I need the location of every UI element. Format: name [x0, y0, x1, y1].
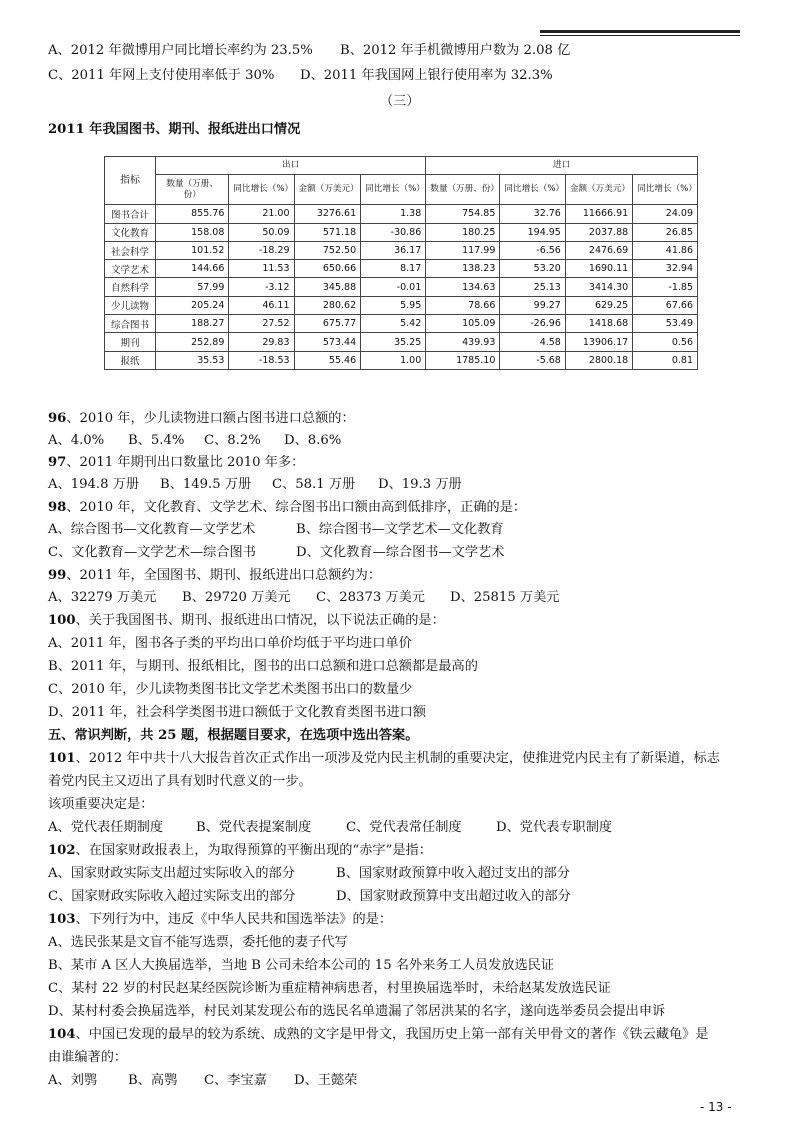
section-heading: 五、常识判断，共 25 题，根据题目要求，在选项中选出答案。 [48, 728, 419, 743]
q97-option: A、194.8 万册 [48, 477, 140, 492]
table-cell: 53.20 [500, 260, 565, 278]
q96-option: A、4.0% [48, 433, 105, 448]
table-cell: 8.17 [361, 260, 426, 278]
table-cell: 24.09 [633, 205, 698, 223]
option-d: D、2011 年我国网上银行使用率为 32.3% [300, 68, 553, 83]
q101-option: A、党代表任期制度 [48, 820, 164, 835]
table-cell: -1.85 [633, 278, 698, 296]
q103-option: C、某村 22 岁的村民赵某经医院诊断为重症精神病患者，村里换届选举时，未给赵某发放选民证 [48, 981, 611, 996]
header-rule-thin [540, 35, 740, 36]
table-row [105, 205, 698, 223]
table-cell: 50.09 [229, 223, 294, 241]
table-cell: -26.96 [500, 315, 565, 333]
q98-option: A、综合图书—文化教育—文学艺术 [48, 522, 256, 537]
q99-option: C、28373 万美元 [316, 590, 425, 605]
table-cell: 754.85 [426, 205, 500, 223]
q102-option: B、国家财政预算中收入超过支出的部分 [336, 866, 570, 881]
q104-option: D、王懿荣 [294, 1073, 358, 1088]
table-title: 2011 年我国图书、期刊、报纸进出口情况 [48, 122, 301, 137]
q101-option: B、党代表提案制度 [196, 820, 312, 835]
question-104-cont: 由谁编著的： [48, 1050, 128, 1065]
table-cell: 439.93 [426, 333, 500, 351]
q103-option: A、选民张某是文盲不能写选票，委托他的妻子代写 [48, 935, 348, 950]
table-cell: 855.76 [156, 205, 229, 223]
q97-option: D、19.3 万册 [378, 477, 462, 492]
table-cell: 2476.69 [565, 241, 632, 259]
table-cell: 180.25 [426, 223, 500, 241]
table-cell: 67.66 [633, 296, 698, 314]
q99-option: B、29720 万美元 [182, 590, 291, 605]
question-99: 99、2011 年，全国图书、期刊、报纸进出口总额约为： [48, 568, 382, 583]
question-101: 101、2012 年中共十八大报告首次正式作出一项涉及党内民主机制的重要决定，使推进党内民主有了新渠道，标志 [48, 751, 720, 766]
table-cell: 0.56 [633, 333, 698, 351]
table-cell: -6.56 [500, 241, 565, 259]
question-102: 102、在国家财政报表上，为取得预算的平衡出现的“赤字”是指： [48, 843, 432, 858]
question-98: 98、2010 年，文化教育、文学艺术、综合图书出口额由高到低排序，正确的是： [48, 500, 527, 515]
q102-option: D、国家财政预算中支出超过收入的部分 [336, 889, 571, 904]
table-row [105, 333, 698, 351]
table-cell: 188.27 [156, 315, 229, 333]
table-cell: -5.68 [500, 351, 565, 369]
table-row-label: 自然科学 [105, 278, 156, 296]
table-cell: 53.49 [633, 315, 698, 333]
table-row-label: 期刊 [105, 333, 156, 351]
table-cell: 78.66 [426, 296, 500, 314]
table-cell: 32.76 [500, 205, 565, 223]
q99-option: D、25815 万美元 [450, 590, 560, 605]
q104-option: C、李宝嘉 [204, 1073, 267, 1088]
table-cell: 25.13 [500, 278, 565, 296]
table-cell: 573.44 [294, 333, 361, 351]
q104-option: A、刘鹗 [48, 1073, 98, 1088]
table-cell: -3.12 [229, 278, 294, 296]
question-101-prompt: 该项重要决定是： [48, 797, 154, 812]
table-col-header: 同比增长（%） [361, 175, 426, 205]
table-cell: 35.25 [361, 333, 426, 351]
table-cell: 27.52 [229, 315, 294, 333]
q104-option: B、高鹗 [128, 1073, 178, 1088]
table-cell: 26.85 [633, 223, 698, 241]
table-row [105, 241, 698, 259]
table-cell: 194.95 [500, 223, 565, 241]
table-cell: 1.38 [361, 205, 426, 223]
q102-option: A、国家财政实际支出超过实际收入的部分 [48, 866, 295, 881]
q100-option: A、2011 年，图书各子类的平均出口单价均低于平均进口单价 [48, 636, 412, 651]
table-cell: 1690.11 [565, 260, 632, 278]
table-cell: -18.29 [229, 241, 294, 259]
table-cell: -0.01 [361, 278, 426, 296]
table-header-export: 出口 [156, 157, 426, 175]
option-c: C、2011 年网上支付使用率低于 30% [48, 68, 275, 83]
question-104: 104、中国已发现的最早的较为系统、成熟的文字是甲骨文，我国历史上第一部有关甲骨文的著作《铁云藏龟》是 [48, 1027, 709, 1042]
table-cell: 675.77 [294, 315, 361, 333]
q96-option: B、5.4% [128, 433, 185, 448]
table-row [105, 278, 698, 296]
q96-option: C、8.2% [204, 433, 261, 448]
table-row [105, 223, 698, 241]
table-cell: 36.17 [361, 241, 426, 259]
table-col-header: 同比增长（%） [633, 175, 698, 205]
table-col-header: 同比增长（%） [500, 175, 565, 205]
table-cell: 41.86 [633, 241, 698, 259]
table-cell: 21.00 [229, 205, 294, 223]
table-cell: 3276.61 [294, 205, 361, 223]
table-cell: 629.25 [565, 296, 632, 314]
table-col-header: 数量（万册、份） [426, 175, 500, 205]
table-cell: 46.11 [229, 296, 294, 314]
table-col-header: 同比增长（%） [229, 175, 294, 205]
table-col-header: 金额（万美元） [294, 175, 361, 205]
table-cell: 32.94 [633, 260, 698, 278]
q99-option: A、32279 万美元 [48, 590, 157, 605]
table-cell: 752.50 [294, 241, 361, 259]
question-100: 100、关于我国图书、期刊、报纸进出口情况，以下说法正确的是： [48, 613, 445, 628]
table-cell: 0.81 [633, 351, 698, 369]
table-cell: 144.66 [156, 260, 229, 278]
q103-option: B、某市 A 区人大换届选举，当地 B 公司未给本公司的 15 名外来务工人员发放选民证 [48, 958, 555, 973]
table-cell: 280.62 [294, 296, 361, 314]
table-cell: 205.24 [156, 296, 229, 314]
table-row-label: 少儿读物 [105, 296, 156, 314]
table-cell: 138.23 [426, 260, 500, 278]
table-cell: 105.09 [426, 315, 500, 333]
section-marker: （三） [380, 94, 420, 109]
table-row [105, 260, 698, 278]
table-cell: 2037.88 [565, 223, 632, 241]
table-cell: 3414.30 [565, 278, 632, 296]
question-96: 96、2010 年，少儿读物进口额占图书进口总额的： [48, 411, 355, 426]
question-103: 103、下列行为中，违反《中华人民共和国选举法》的是： [48, 912, 393, 927]
q98-option: C、文化教育—文学艺术—综合图书 [48, 545, 256, 560]
table-cell: 158.08 [156, 223, 229, 241]
table-row [105, 351, 698, 369]
table-cell: 35.53 [156, 351, 229, 369]
table-row-label: 文化教育 [105, 223, 156, 241]
table-cell: 1785.10 [426, 351, 500, 369]
table-cell: 11666.91 [565, 205, 632, 223]
q98-option: D、文化教育—综合图书—文学艺术 [296, 545, 505, 560]
table-cell: 571.18 [294, 223, 361, 241]
option-b: B、2012 年手机微博用户数为 2.08 亿 [340, 43, 571, 58]
table-cell: 11.53 [229, 260, 294, 278]
table-col-header: 金额（万美元） [565, 175, 632, 205]
table-cell: 57.99 [156, 278, 229, 296]
option-a: A、2012 年微博用户同比增长率约为 23.5% [48, 43, 313, 58]
table-cell: 252.89 [156, 333, 229, 351]
question-101-cont: 着党内民主又迈出了具有划时代意义的一步。 [48, 774, 312, 789]
table-cell: 13906.17 [565, 333, 632, 351]
table-cell: 2800.18 [565, 351, 632, 369]
table-row-label: 文学艺术 [105, 260, 156, 278]
table-cell: 5.95 [361, 296, 426, 314]
q100-option: C、2010 年，少儿读物类图书比文学艺术类图书出口的数量少 [48, 682, 413, 697]
q101-option: C、党代表常任制度 [346, 820, 462, 835]
page-number: - 13 - [700, 1100, 732, 1114]
table-cell: 101.52 [156, 241, 229, 259]
table-row-label: 社会科学 [105, 241, 156, 259]
table-cell: 650.66 [294, 260, 361, 278]
header-rule-thick [540, 30, 740, 33]
table-cell: 4.58 [500, 333, 565, 351]
table-row-label: 图书合计 [105, 205, 156, 223]
table-cell: 29.83 [229, 333, 294, 351]
question-97: 97、2011 年期刊出口数量比 2010 年多： [48, 455, 305, 470]
table-col-header: 数量（万册、份） [156, 175, 229, 205]
q100-option: B、2011 年，与期刊、报纸相比，图书的出口总额和进口总额都是最高的 [48, 659, 478, 674]
q101-option: D、党代表专职制度 [496, 820, 613, 835]
table-cell: 1.00 [361, 351, 426, 369]
table-cell: 345.88 [294, 278, 361, 296]
table-cell: 134.63 [426, 278, 500, 296]
data-table [104, 156, 698, 370]
table-row-label: 综合图书 [105, 315, 156, 333]
table-row-label: 报纸 [105, 351, 156, 369]
table-header-indicator: 指标 [105, 157, 156, 205]
q102-option: C、国家财政实际收入超过实际支出的部分 [48, 889, 296, 904]
q100-option: D、2011 年，社会科学类图书进口额低于文化教育类图书进口额 [48, 705, 427, 720]
table-row [105, 315, 698, 333]
table-header-import: 进口 [426, 157, 698, 175]
table-cell: 117.99 [426, 241, 500, 259]
q98-option: B、综合图书—文学艺术—文化教育 [296, 522, 504, 537]
table-cell: 99.27 [500, 296, 565, 314]
q103-option: D、某村村委会换届选举，村民刘某发现公布的选民名单遗漏了邻居洪某的名字，遂向选举委员会提出申诉 [48, 1004, 666, 1019]
q96-option: D、8.6% [284, 433, 342, 448]
table-cell: 1418.68 [565, 315, 632, 333]
table-cell: -18.53 [229, 351, 294, 369]
q97-option: B、149.5 万册 [160, 477, 252, 492]
q97-option: C、58.1 万册 [272, 477, 356, 492]
table-row [105, 296, 698, 314]
table-cell: -30.86 [361, 223, 426, 241]
table-cell: 5.42 [361, 315, 426, 333]
table-cell: 55.46 [294, 351, 361, 369]
